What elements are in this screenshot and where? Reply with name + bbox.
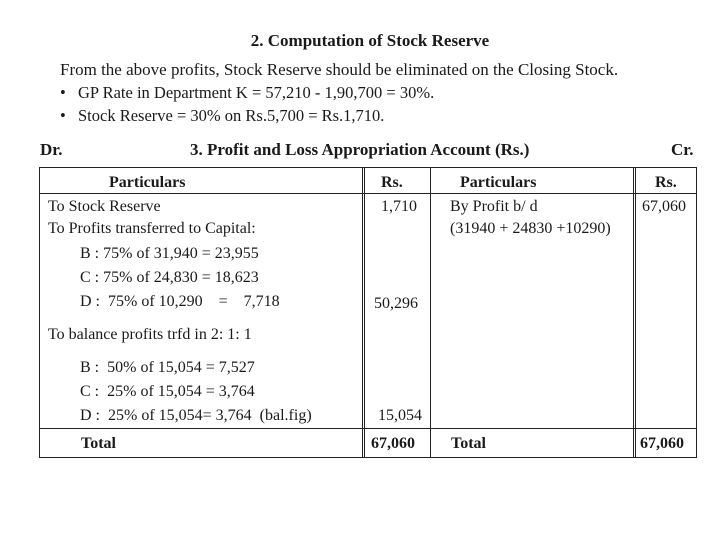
account-title: 3. Profit and Loss Appropriation Account (Rs.): [190, 140, 530, 159]
dr-label: Dr.: [40, 140, 63, 159]
header-rule: [39, 193, 697, 194]
total-label-right: Total: [451, 435, 486, 452]
row-c-balance: C : 25% of 15,054 = 3,764: [80, 383, 255, 400]
bullet-stock-reserve-text: Stock Reserve = 30% on Rs.5,700 = Rs.1,710.: [78, 106, 385, 125]
row-profits-transferred: To Profits transferred to Capital:: [48, 220, 256, 237]
bullet-icon: •: [60, 83, 66, 102]
header-rs-right: Rs.: [655, 174, 677, 191]
bullet-gp-rate: [60, 83, 434, 103]
total-amount-left: 67,060: [371, 435, 415, 452]
amount-stock-reserve: 1,710: [381, 198, 417, 215]
row-balance-profits: To balance profits trfd in 2: 1: 1: [48, 326, 252, 343]
row-c-share: C : 75% of 24,830 = 18,623: [80, 269, 259, 286]
amount-balance-profits: 15,054: [378, 407, 422, 424]
amount-profit-bd: 67,060: [642, 198, 686, 215]
amount-profits-capital: 50,296: [374, 295, 418, 312]
header-rs-left: Rs.: [381, 174, 403, 191]
column-divider: [362, 167, 365, 458]
column-divider: [633, 167, 636, 458]
row-profit-breakdown: (31940 + 24830 +10290): [450, 220, 611, 237]
total-amount-right: 67,060: [640, 435, 684, 452]
row-b-share: B : 75% of 31,940 = 23,955: [80, 245, 259, 262]
row-b-balance: B : 50% of 15,054 = 7,527: [80, 359, 255, 376]
cr-label: Cr.: [671, 140, 694, 159]
row-d-balance: D : 25% of 15,054= 3,764 (bal.fig): [80, 407, 312, 424]
bullet-gp-rate-text: GP Rate in Department K = 57,210 - 1,90,700 = 30%.: [78, 83, 435, 102]
total-label-left: Total: [81, 435, 116, 452]
bullet-icon: •: [60, 106, 66, 125]
total-rule: [39, 428, 697, 429]
column-divider: [430, 167, 431, 458]
section-2-title: 2. Computation of Stock Reserve: [250, 31, 490, 50]
row-d-share: D : 75% of 10,290 = 7,718: [80, 293, 280, 310]
row-profit-bd: By Profit b/ d: [450, 198, 538, 215]
header-particulars-right: Particulars: [460, 174, 537, 191]
bullet-stock-reserve: [60, 106, 384, 126]
header-particulars-left: Particulars: [109, 174, 186, 191]
row-stock-reserve: To Stock Reserve: [48, 198, 161, 215]
section-2-text: From the above profits, Stock Reserve should be eliminated on the Closing Stock.: [60, 60, 619, 79]
